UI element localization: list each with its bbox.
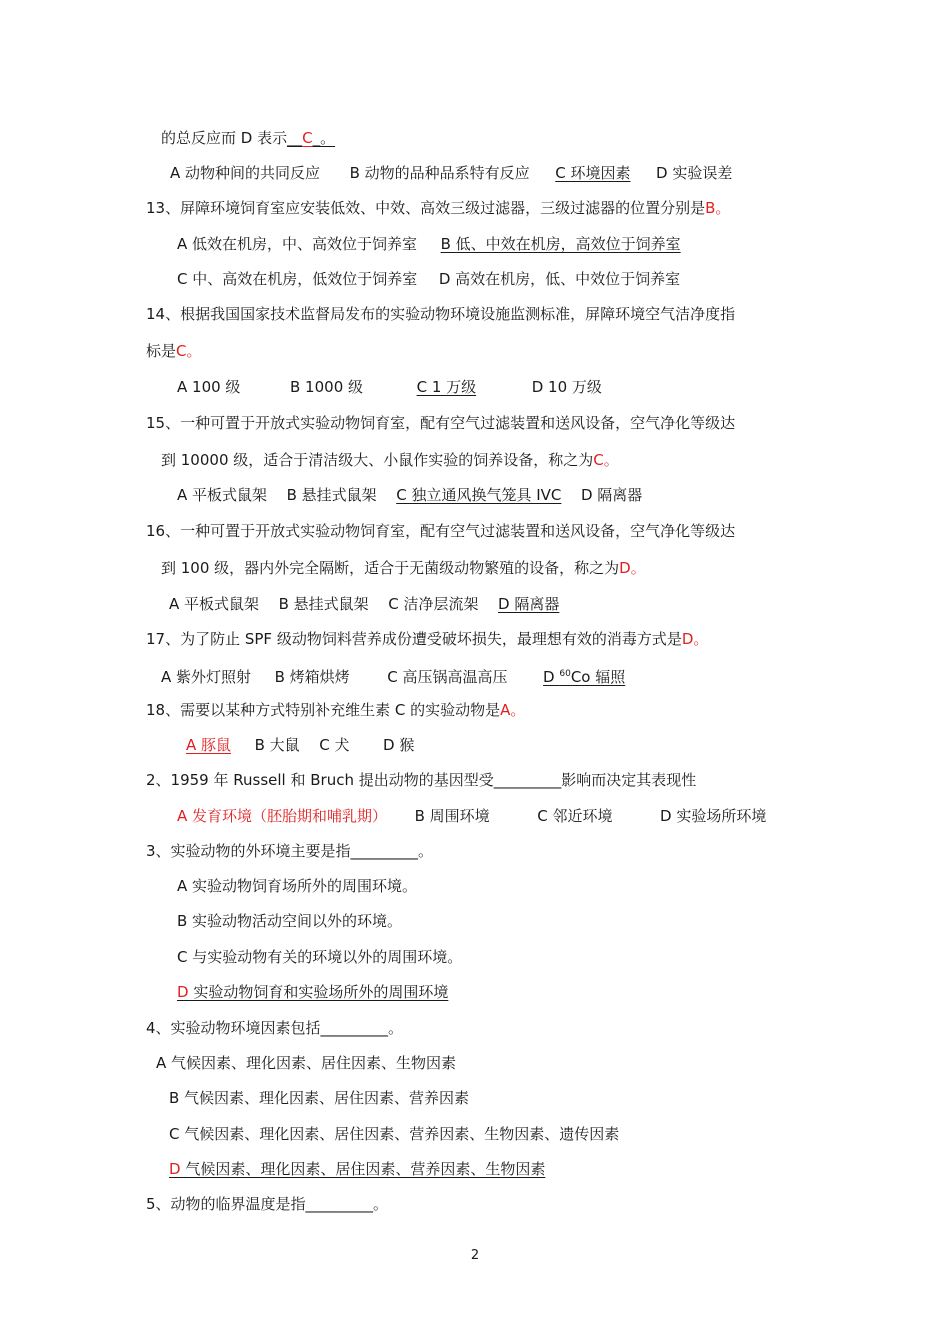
q12-stem-end — [161, 128, 335, 148]
q13-stem — [146, 198, 730, 218]
option-c-correct: C 1 万级 — [416, 378, 477, 396]
q4-option-a: A 气候因素、理化因素、居住因素、生物因素 — [156, 1054, 457, 1072]
q4-text: 4、实验动物环境因素包括 — [146, 1019, 321, 1037]
q5-text-end: 。 — [373, 1195, 389, 1213]
option-a: A 平板式鼠架 — [177, 486, 268, 504]
q4-option-d-correct — [169, 1159, 545, 1179]
q18-options — [186, 735, 414, 755]
answer-blank: _________ — [350, 842, 419, 860]
q17-stem — [146, 629, 708, 649]
option-d: D 猴 — [383, 736, 415, 754]
q14-stem-end — [146, 341, 202, 361]
q3-option-a: A 实验动物饲育场所外的周围环境。 — [177, 877, 418, 895]
option-b-correct: B 低、中效在机房，高效位于饲养室 — [440, 235, 681, 253]
q16-text-end: 到 100 级，器内外完全隔断，适合于无菌级动物繁殖的设备，称之为 — [161, 559, 620, 577]
q5-text: 5、动物的临界温度是指 — [146, 1195, 306, 1213]
q14-stem — [146, 304, 735, 324]
option-a: A 紫外灯照射 — [161, 668, 252, 686]
q13-options-row2 — [177, 269, 680, 289]
q18-text: 18、需要以某种方式特别补充维生素 C 的实验动物是 — [146, 701, 501, 719]
q14-answer: C。 — [176, 342, 202, 360]
option-d: D 高效在机房，低、中效位于饲养室 — [438, 270, 681, 288]
q15-stem — [146, 413, 735, 433]
q16-answer: D。 — [619, 559, 646, 577]
option-b: B 周围环境 — [414, 807, 490, 825]
option-d: D 实验误差 — [656, 164, 733, 182]
option-d: D 实验场所环境 — [660, 807, 767, 825]
answer-blank: _________ — [320, 1019, 389, 1037]
q16-stem-end — [161, 558, 646, 578]
q2-options — [177, 806, 766, 826]
option-c: C 邻近环境 — [537, 807, 613, 825]
option-d-correct: D 隔离器 — [498, 595, 560, 613]
q16-stem — [146, 521, 735, 541]
q3-option-d-correct — [177, 982, 448, 1002]
q15-stem-end — [161, 450, 619, 470]
page-number: 2 — [470, 1248, 480, 1263]
option-d: D 10 万级 — [531, 378, 602, 396]
q2-text: 2、1959 年 Russell 和 Bruch 提出动物的基因型受 — [146, 771, 494, 789]
q14-text: 14、根据我国国家技术监督局发布的实验动物环境设施监测标准，屏障环境空气洁净度指 — [146, 305, 736, 323]
option-a-correct: A 豚鼠 — [186, 736, 232, 754]
option-b: B 悬挂式鼠架 — [286, 486, 377, 504]
q3-stem — [146, 841, 433, 861]
option-a: A 低效在机房，中、高效位于饲养室 — [177, 235, 418, 253]
q18-stem — [146, 700, 525, 720]
q5-stem — [146, 1194, 388, 1214]
q14-text-end: 标是 — [146, 342, 177, 360]
option-a-correct: A 发育环境（胚胎期和哺乳期） — [177, 807, 388, 825]
q12-stem-text: 的总反应而 D 表示 — [161, 129, 288, 147]
q13-answer: B。 — [705, 199, 731, 217]
option-d-correct — [543, 668, 625, 686]
q3-option-c: C 与实验动物有关的环境以外的周围环境。 — [177, 948, 463, 966]
option-d: D 隔离器 — [580, 486, 643, 504]
q18-answer: A。 — [500, 701, 526, 719]
q4-option-c: C 气候因素、理化因素、居住因素、营养因素、生物因素、遗传因素 — [169, 1125, 620, 1143]
answer-blank-end: _。 — [312, 129, 336, 147]
option-d-text: 实验动物饲育和实验场所外的周围环境 — [188, 983, 449, 1001]
q3-text-end: 。 — [418, 842, 434, 860]
answer-blank: __ — [287, 129, 303, 147]
q15-options — [177, 485, 642, 505]
q16-text: 16、一种可置于开放式实验动物饲育室，配有空气过滤装置和送风设备，空气净化等级达 — [146, 522, 736, 540]
q3-option-b: B 实验动物活动空间以外的环境。 — [177, 912, 403, 930]
isotope-superscript: 60 — [559, 669, 571, 679]
q2-stem — [146, 770, 696, 790]
q2-text-end: 影响而决定其表现性 — [561, 771, 697, 789]
q4-text-end: 。 — [388, 1019, 404, 1037]
option-d-text: Co 辐照 — [570, 668, 626, 686]
q14-options — [177, 377, 602, 397]
option-c: C 高压锅高温高压 — [387, 668, 508, 686]
option-d-letter: D — [543, 668, 560, 686]
q12-options — [170, 163, 732, 183]
q17-text: 17、为了防止 SPF 级动物饲料营养成份遭受破坏损失，最理想有效的消毒方式是 — [146, 630, 682, 648]
option-a: A 平板式鼠架 — [169, 595, 260, 613]
q15-text-end: 到 10000 级，适合于清洁级大、小鼠作实验的饲养设备，称之为 — [161, 451, 594, 469]
q3-text: 3、实验动物的外环境主要是指 — [146, 842, 351, 860]
option-d-letter: D — [177, 983, 189, 1001]
option-c: C 洁净层流架 — [388, 595, 479, 613]
q15-text: 15、一种可置于开放式实验动物饲育室，配有空气过滤装置和送风设备，空气净化等级达 — [146, 414, 736, 432]
option-a: A 动物种间的共同反应 — [170, 164, 321, 182]
q16-options — [169, 594, 559, 614]
option-b: B 烤箱烘烤 — [274, 668, 350, 686]
q17-options — [161, 664, 625, 687]
option-c-correct: C 独立通风换气笼具 IVC — [396, 486, 562, 504]
answer-blank: _________ — [493, 771, 562, 789]
q17-answer: D。 — [681, 630, 709, 648]
option-c: C 中、高效在机房，低效位于饲养室 — [177, 270, 418, 288]
option-c-correct: C 环境因素 — [555, 164, 631, 182]
option-a: A 100 级 — [177, 378, 241, 396]
option-b: B 大鼠 — [254, 736, 300, 754]
q15-answer: C。 — [593, 451, 619, 469]
option-d-letter: D — [169, 1160, 181, 1178]
option-b: B 悬挂式鼠架 — [278, 595, 369, 613]
option-b: B 动物的品种品系特有反应 — [349, 164, 530, 182]
option-b: B 1000 级 — [290, 378, 364, 396]
q13-options-row1 — [177, 234, 681, 254]
answer-blank: _________ — [305, 1195, 374, 1213]
option-d-text: 气候因素、理化因素、居住因素、营养因素、生物因素 — [180, 1160, 546, 1178]
answer-letter: C — [302, 129, 313, 147]
q4-stem — [146, 1018, 403, 1038]
q4-option-b: B 气候因素、理化因素、居住因素、营养因素 — [169, 1089, 470, 1107]
option-c: C 犬 — [319, 736, 350, 754]
q13-text: 13、屏障环境饲育室应安装低效、中效、高效三级过滤器，三级过滤器的位置分别是 — [146, 199, 706, 217]
